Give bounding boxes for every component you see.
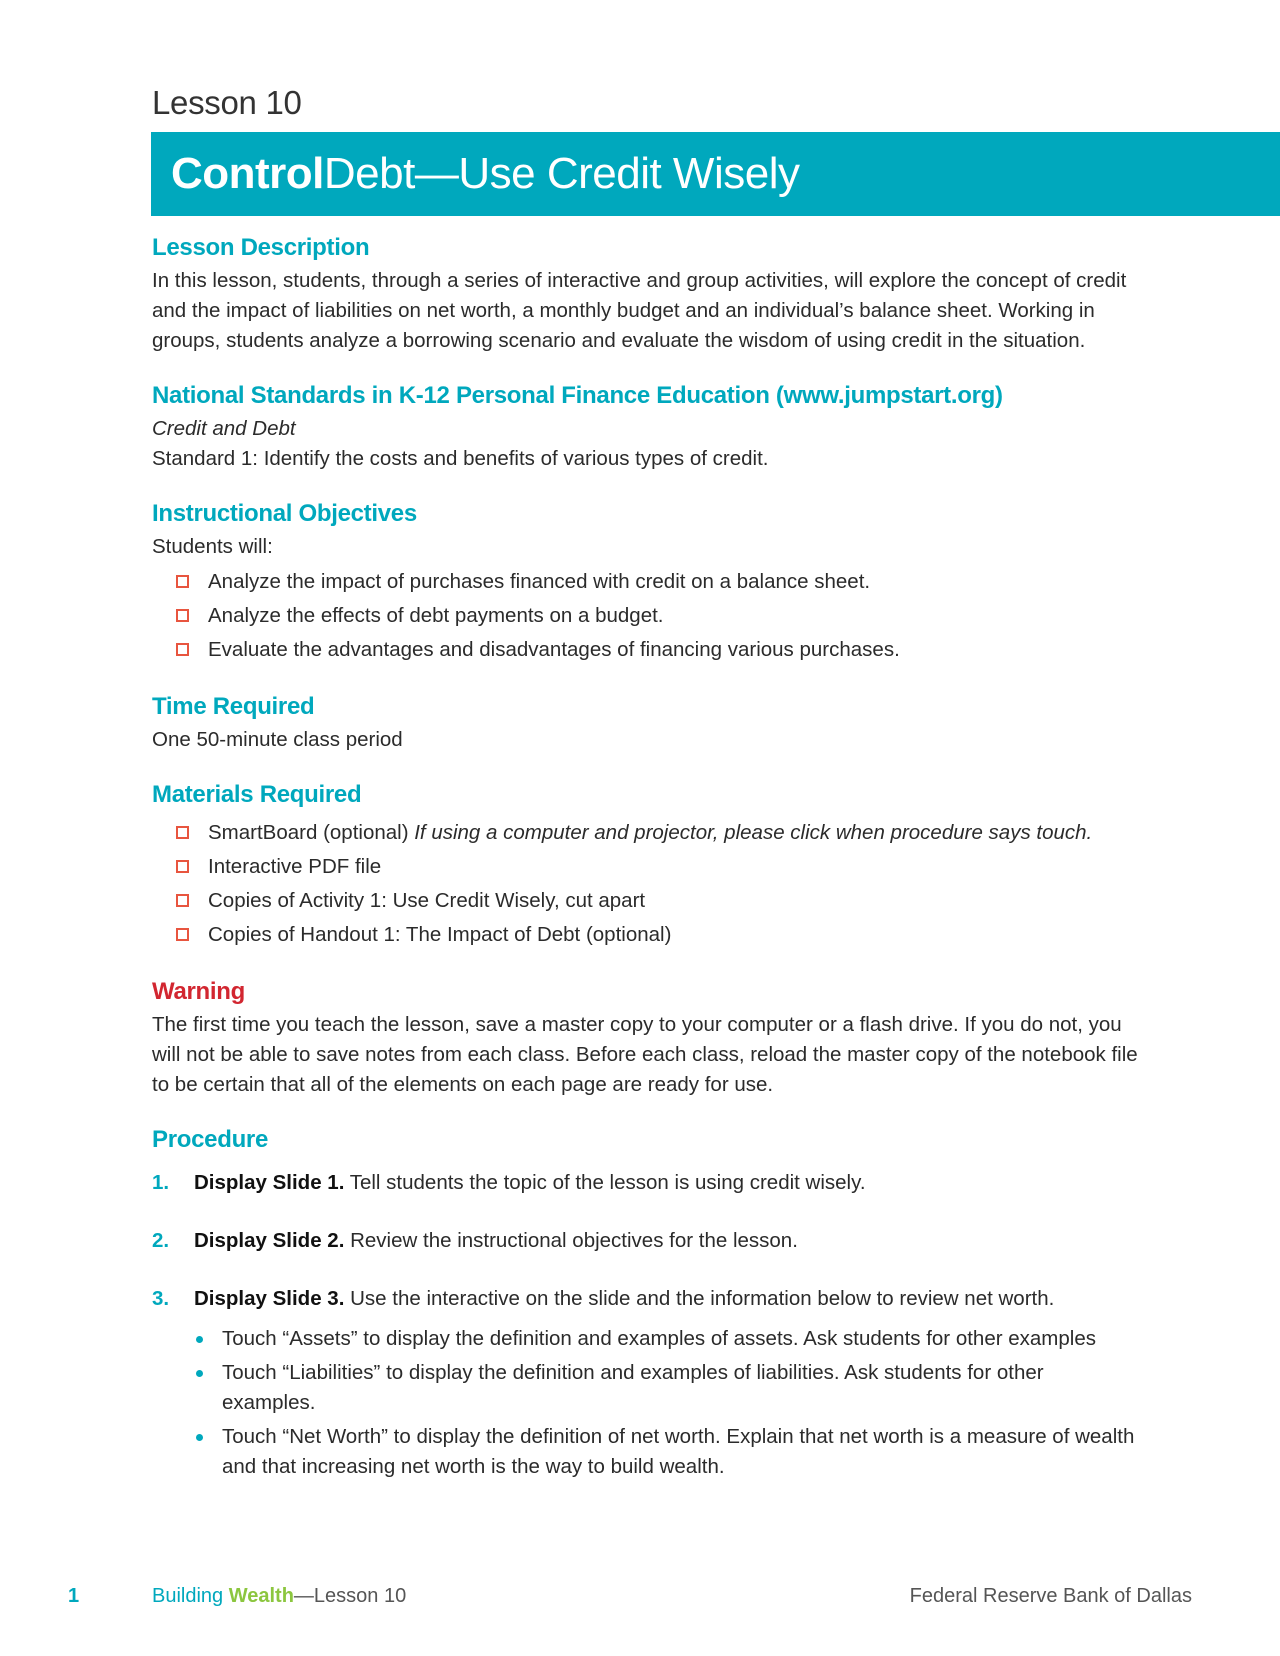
square-bullet-icon <box>176 860 189 873</box>
list-item-text: Evaluate the advantages and disadvantages of financing various purchases. <box>208 638 900 661</box>
warning-text: The first time you teach the lesson, save a master copy to your computer or a flash drive. If you do not, you will not be able to save notes from each class. Before each class, reload the master copy of the notebook file to be certain that all of the elements on each page are ready for use. <box>152 1013 1138 1096</box>
page-footer <box>0 1585 1280 1615</box>
warning-heading: Warning <box>152 978 245 1005</box>
square-bullet-icon <box>176 609 189 622</box>
step-text: Tell students the topic of the lesson is using credit wisely. <box>344 1171 866 1194</box>
list-item-text: Touch “Net Worth” to display the definition of net worth. Explain that net worth is a measure of wealth and that increasing net worth is the way to build wealth. <box>222 1425 1135 1478</box>
series-bold: Wealth <box>228 1585 294 1607</box>
series-suffix: —Lesson 10 <box>293 1585 407 1607</box>
list-item-text: Copies of Activity 1: Use Credit Wisely, cut apart <box>208 889 646 912</box>
standards-heading: National Standards in K-12 Personal Finance Education (www.jumpstart.org) <box>152 382 1003 409</box>
standards-text: Standard 1: Identify the costs and benefits of various types of credit. <box>152 447 769 470</box>
step-text: Review the instructional objectives for the lesson. <box>344 1229 798 1252</box>
standards-section <box>152 378 1142 474</box>
list-item <box>176 884 1142 918</box>
list-item <box>176 850 1142 884</box>
lesson-label: Lesson 10 <box>152 84 302 121</box>
materials-heading: Materials Required <box>152 781 362 808</box>
list-item <box>194 1324 1142 1354</box>
step-text: Use the interactive on the slide and the information below to review net worth. <box>344 1287 1055 1310</box>
list-item <box>194 1358 1142 1418</box>
objectives-intro: Students will: <box>152 535 273 558</box>
procedure-heading: Procedure <box>152 1126 269 1153</box>
time-section <box>152 689 1142 755</box>
series-prefix: Building <box>152 1585 229 1607</box>
step-number: 3. <box>152 1287 170 1310</box>
procedure-list <box>152 1168 1142 1482</box>
step-number: 2. <box>152 1229 170 1252</box>
step-bold: Display Slide 1. <box>194 1171 345 1194</box>
list-item-text: Touch “Assets” to display the definition and examples of assets. Ask students for other examples <box>222 1327 1096 1350</box>
lesson-content <box>152 230 1142 1510</box>
square-bullet-icon <box>176 575 189 588</box>
step3-bullet-list <box>194 1324 1142 1482</box>
square-bullet-icon <box>176 826 189 839</box>
title-bold: Control <box>171 149 324 198</box>
dot-bullet-icon <box>196 1336 203 1343</box>
materials-section <box>152 777 1142 952</box>
list-item <box>176 565 1142 599</box>
procedure-step <box>152 1284 1142 1482</box>
warning-section <box>152 974 1142 1100</box>
objectives-section <box>152 496 1142 667</box>
square-bullet-icon <box>176 928 189 941</box>
step-number: 1. <box>152 1171 170 1194</box>
dot-bullet-icon <box>196 1434 203 1441</box>
list-item-note: If using a computer and projector, please click when procedure says touch. <box>414 821 1093 844</box>
list-item-text: Analyze the impact of purchases financed with credit on a balance sheet. <box>208 570 871 593</box>
title-banner <box>151 132 1280 216</box>
step-bold: Display Slide 2. <box>194 1229 345 1252</box>
organization-name: Federal Reserve Bank of Dallas <box>909 1585 1192 1607</box>
lesson-description-section <box>152 230 1142 356</box>
series-title <box>152 1585 406 1608</box>
step-bold: Display Slide 3. <box>194 1287 345 1310</box>
procedure-step <box>152 1226 1142 1256</box>
list-item <box>176 633 1142 667</box>
time-text: One 50-minute class period <box>152 728 403 751</box>
objectives-heading: Instructional Objectives <box>152 500 417 527</box>
standards-subheading: Credit and Debt <box>152 417 296 440</box>
title-rest: Debt—Use Credit Wisely <box>323 149 800 198</box>
list-item-text: SmartBoard (optional) <box>208 821 415 844</box>
list-item <box>194 1422 1142 1482</box>
list-item-text: Analyze the effects of debt payments on a budget. <box>208 604 664 627</box>
square-bullet-icon <box>176 894 189 907</box>
list-item-text: Interactive PDF file <box>208 855 382 878</box>
procedure-section <box>152 1122 1142 1482</box>
lesson-description-heading: Lesson Description <box>152 234 370 261</box>
procedure-step <box>152 1168 1142 1198</box>
time-heading: Time Required <box>152 693 315 720</box>
list-item <box>176 816 1142 850</box>
list-item-text: Touch “Liabilities” to display the definition and examples of liabilities. Ask students for other examples. <box>222 1361 1044 1414</box>
page-number: 1 <box>68 1585 80 1607</box>
list-item <box>176 599 1142 633</box>
list-item-text: Copies of Handout 1: The Impact of Debt (optional) <box>208 923 672 946</box>
dot-bullet-icon <box>196 1370 203 1377</box>
materials-list <box>152 816 1142 952</box>
list-item <box>176 918 1142 952</box>
lesson-description-text: In this lesson, students, through a series of interactive and group activities, will explore the concept of credit and the impact of liabilities on net worth, a monthly budget and an individual’s balance sheet. Working in groups, students analyze a borrowing scenario and evaluate the wisdom of using credit in the situation. <box>152 269 1127 352</box>
objectives-list <box>152 565 1142 667</box>
square-bullet-icon <box>176 643 189 656</box>
